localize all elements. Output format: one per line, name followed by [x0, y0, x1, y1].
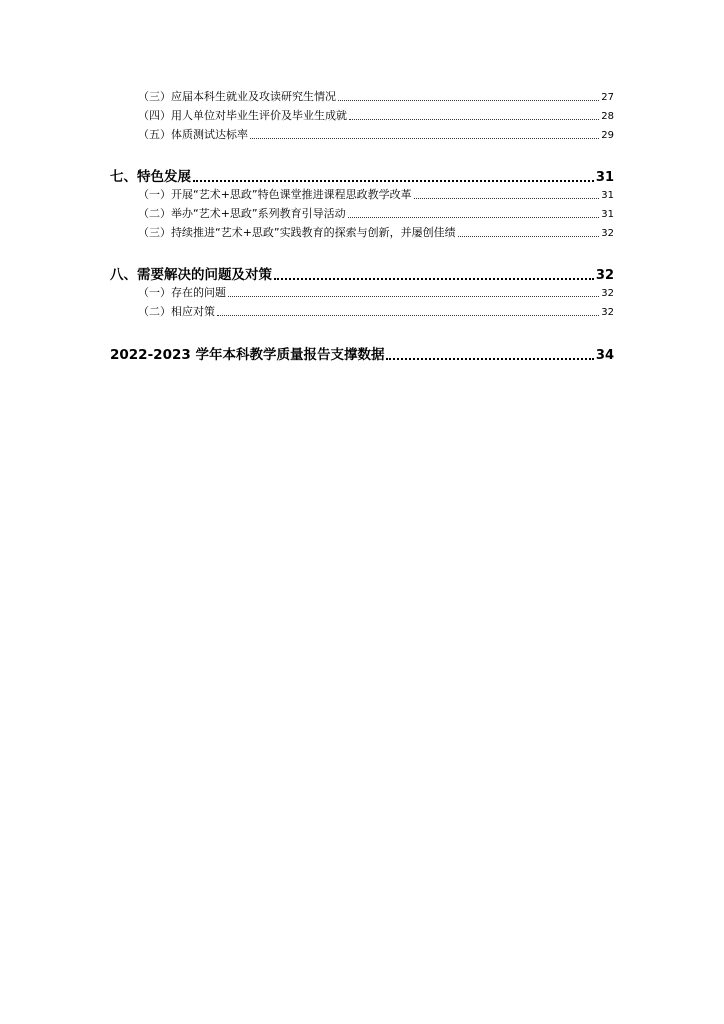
toc-appendix-title: 2022-2023 学年本科教学质量报告支撑数据 [110, 347, 385, 363]
dot-leader [349, 108, 599, 124]
dot-leader [250, 127, 599, 143]
toc-entry-page: 31 [601, 209, 614, 220]
toc-entry[interactable] [138, 304, 614, 320]
toc-entry-page: 32 [601, 307, 614, 318]
toc-entry-label: （一）存在的问题 [138, 286, 226, 299]
dot-leader [274, 265, 594, 285]
dot-leader [414, 187, 600, 203]
dot-leader [458, 225, 600, 241]
toc-entry-page: 32 [601, 288, 614, 299]
toc-entry-page: 32 [601, 228, 614, 239]
toc-entry[interactable] [138, 225, 614, 241]
toc-entry-label: （四）用人单位对毕业生评价及毕业生成就 [138, 109, 347, 122]
toc-entry-label: （五）体质测试达标率 [138, 128, 248, 141]
dot-leader [217, 304, 599, 320]
toc-entry-page: 28 [601, 111, 614, 122]
toc-entry-page: 31 [601, 190, 614, 201]
toc-entry[interactable] [138, 108, 614, 124]
toc-section-heading[interactable] [110, 167, 614, 187]
toc-entry[interactable] [138, 187, 614, 203]
toc-entry-label: （三）应届本科生就业及攻读研究生情况 [138, 90, 336, 103]
toc-entry-page: 29 [601, 130, 614, 141]
toc-appendix-heading[interactable] [110, 345, 614, 365]
toc-entry[interactable] [138, 89, 614, 105]
toc-section-page: 31 [595, 170, 614, 185]
toc-entry-label: （二）举办“艺术+思政”系列教育引导活动 [138, 207, 346, 220]
toc-section-heading[interactable] [110, 265, 614, 285]
dot-leader [228, 285, 599, 301]
toc-appendix-page: 34 [595, 348, 614, 363]
toc-entry[interactable] [138, 127, 614, 143]
toc-section-title: 八、需要解决的问题及对策 [110, 267, 272, 283]
toc-entry-label: （一）开展“艺术+思政”特色课堂推进课程思政教学改革 [138, 188, 412, 201]
toc-entry-label: （二）相应对策 [138, 305, 215, 318]
dot-leader [348, 206, 600, 222]
toc-entry[interactable] [138, 206, 614, 222]
toc-section-page: 32 [595, 268, 614, 283]
dot-leader [386, 345, 593, 365]
dot-leader [193, 167, 594, 187]
toc-entry-page: 27 [601, 92, 614, 103]
dot-leader [338, 89, 599, 105]
toc-entry-label: （三）持续推进“艺术+思政”实践教育的探索与创新，并屡创佳绩 [138, 226, 456, 239]
toc-entry[interactable] [138, 285, 614, 301]
toc-section-title: 七、特色发展 [110, 169, 191, 185]
